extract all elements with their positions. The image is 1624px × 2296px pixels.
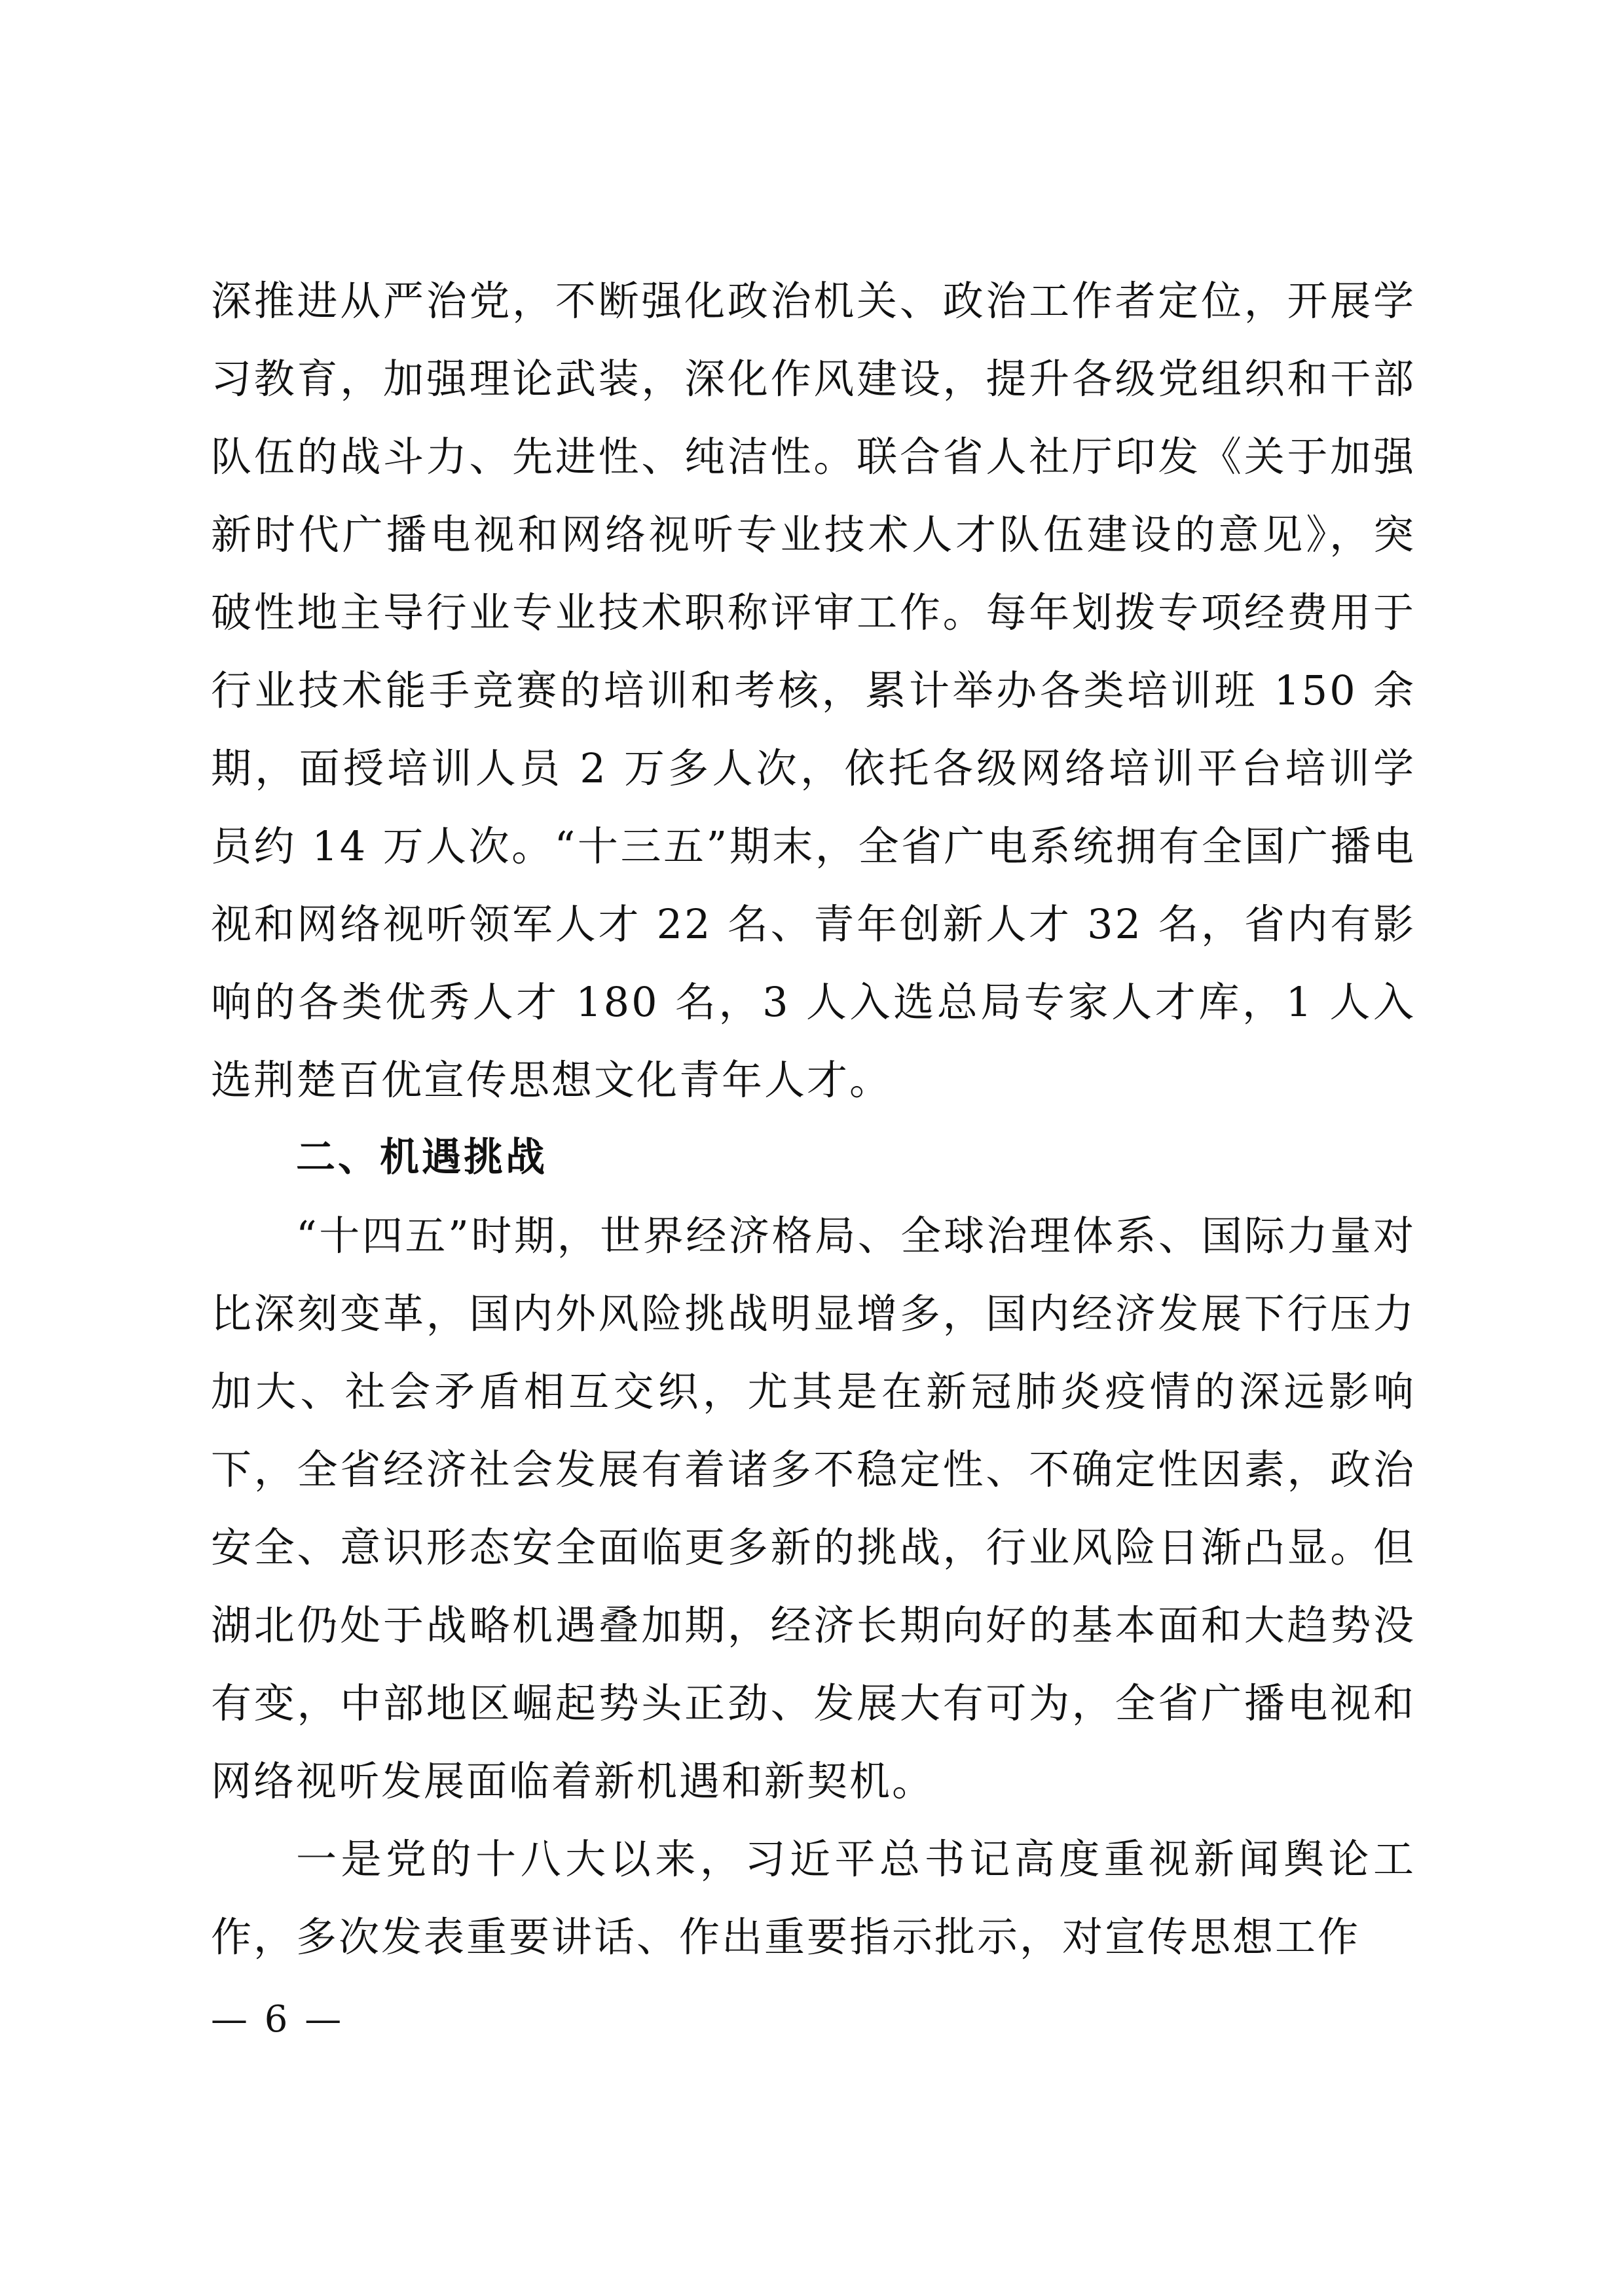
body-paragraph-first-point: 一是党的十八大以来，习近平总书记高度重视新闻舆论工作，多次发表重要讲话、作出重要指示批示，对宣传思想工作 bbox=[211, 1835, 1416, 1961]
body-paragraph-opportunities: “十四五”时期，世界经济格局、全球治理体系、国际力量对比深刻变革，国内外风险挑战明显增多，国内经济发展下行压力加大、社会矛盾相互交织，尤其是在新冠肺炎疫情的深远影响下，全省经济社会发展有着诸多不稳定性、不确定性因素，政治安全、意识形态安全面临更多新的挑战，行业风险日渐凸显。但湖北仍处于战略机遇叠加期，经济长期向好的基本面和大趋势没有变，中部地区崛起势头正劲、发展大有可为，全省广播电视和网络视听发展面临着新机遇和新契机。 bbox=[211, 1212, 1416, 1805]
document-body bbox=[211, 262, 1416, 1976]
body-paragraph-continued: 深推进从严治党，不断强化政治机关、政治工作者定位，开展学习教育，加强理论武装，深化作风建设，提升各级党组织和干部队伍的战斗力、先进性、纯洁性。联合省人社厅印发《关于加强新时代广播电视和网络视听专业技术人才队伍建设的意见》，突破性地主导行业专业技术职称评审工作。每年划拨专项经费用于行业技术能手竞赛的培训和考核，累计举办各类培训班 150 余期，面授培训人员 2 万多人次，依托各级网络培训平台培训学员约 14 万人次。“十三五”期末，全省广电系统拥有全国广播电视和网络视听领军人才 22 名、青年创新人才 32 名，省内有影响的各类优秀人才 180 名，3 人入选总局专家人才库，1 人入选荆楚百优宣传思想文化青年人才。 bbox=[211, 277, 1416, 1104]
page-number: — 6 — bbox=[211, 1998, 344, 2041]
section-heading: 二、机遇挑战 bbox=[296, 1135, 547, 1180]
